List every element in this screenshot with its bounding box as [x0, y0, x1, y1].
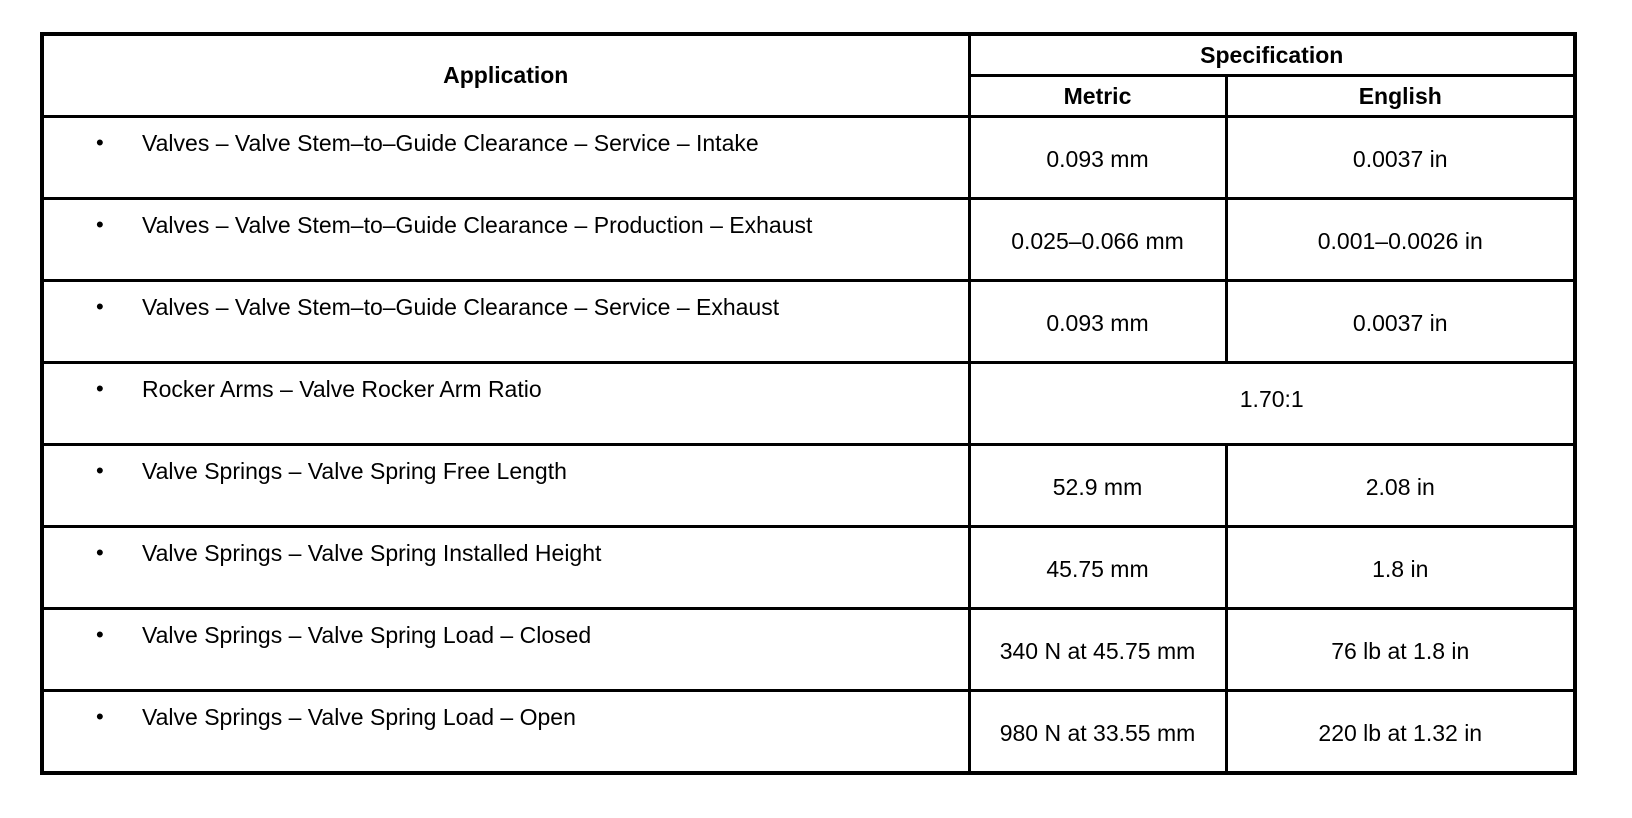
english-value: 1.8 in — [1372, 556, 1429, 582]
metric-cell — [969, 609, 1226, 691]
application-cell — [42, 445, 969, 527]
metric-value: 0.093 mm — [1046, 146, 1149, 172]
english-cell — [1226, 117, 1575, 199]
english-value: 0.001–0.0026 in — [1317, 228, 1483, 254]
application-text: Valves – Valve Stem–to–Guide Clearance – Service – Intake — [142, 130, 759, 156]
metric-cell — [969, 691, 1226, 774]
application-cell — [42, 527, 969, 609]
table-row — [42, 609, 1575, 691]
bullet-icon: • — [96, 622, 104, 647]
bullet-icon: • — [96, 540, 104, 565]
english-cell — [1226, 691, 1575, 774]
application-cell — [42, 691, 969, 774]
english-cell — [1226, 281, 1575, 363]
application-text: Valves – Valve Stem–to–Guide Clearance – Service – Exhaust — [142, 294, 780, 320]
table-row — [42, 281, 1575, 363]
table-row — [42, 445, 1575, 527]
english-cell — [1226, 527, 1575, 609]
metric-value: 340 N at 45.75 mm — [999, 638, 1196, 664]
metric-header: Metric — [969, 76, 1226, 117]
metric-cell — [969, 117, 1226, 199]
combined-value: 1.70:1 — [1239, 386, 1304, 412]
application-text: Valves – Valve Stem–to–Guide Clearance – Production – Exhaust — [142, 212, 813, 238]
table-row — [42, 527, 1575, 609]
english-value: 76 lb at 1.8 in — [1331, 638, 1470, 664]
metric-value: 0.025–0.066 mm — [1011, 228, 1184, 254]
bullet-icon: • — [96, 294, 104, 319]
table-row — [42, 691, 1575, 774]
english-cell — [1226, 445, 1575, 527]
metric-value: 0.093 mm — [1046, 310, 1149, 336]
application-text: Rocker Arms – Valve Rocker Arm Ratio — [142, 376, 542, 402]
table-row — [42, 199, 1575, 281]
english-value: 0.0037 in — [1352, 310, 1448, 336]
bullet-icon: • — [96, 458, 104, 483]
english-value: 220 lb at 1.32 in — [1318, 720, 1483, 746]
english-cell — [1226, 609, 1575, 691]
application-cell — [42, 117, 969, 199]
application-cell — [42, 199, 969, 281]
table-row — [42, 363, 1575, 445]
metric-value: 52.9 mm — [1052, 474, 1143, 500]
application-text: Valve Springs – Valve Spring Installed Height — [142, 540, 602, 566]
bullet-icon: • — [96, 212, 104, 237]
metric-cell — [969, 281, 1226, 363]
metric-cell — [969, 199, 1226, 281]
english-value: 0.0037 in — [1352, 146, 1448, 172]
table-row — [42, 117, 1575, 199]
english-header: English — [1226, 76, 1575, 117]
application-cell — [42, 281, 969, 363]
application-header: Application — [42, 34, 969, 117]
metric-value: 45.75 mm — [1046, 556, 1149, 582]
application-cell — [42, 609, 969, 691]
metric-cell — [969, 527, 1226, 609]
application-text: Valve Springs – Valve Spring Free Length — [142, 458, 567, 484]
combined-value-cell — [969, 363, 1575, 445]
english-cell — [1226, 199, 1575, 281]
specification-header: Specification — [969, 34, 1575, 76]
specification-table — [40, 32, 1577, 775]
bullet-icon: • — [96, 130, 104, 155]
header-row-top — [42, 34, 1575, 76]
application-text: Valve Springs – Valve Spring Load – Open — [142, 704, 576, 730]
metric-cell — [969, 445, 1226, 527]
application-text: Valve Springs – Valve Spring Load – Closed — [142, 622, 592, 648]
bullet-icon: • — [96, 704, 104, 729]
metric-value: 980 N at 33.55 mm — [999, 720, 1196, 746]
application-cell — [42, 363, 969, 445]
english-value: 2.08 in — [1365, 474, 1435, 500]
bullet-icon: • — [96, 376, 104, 401]
